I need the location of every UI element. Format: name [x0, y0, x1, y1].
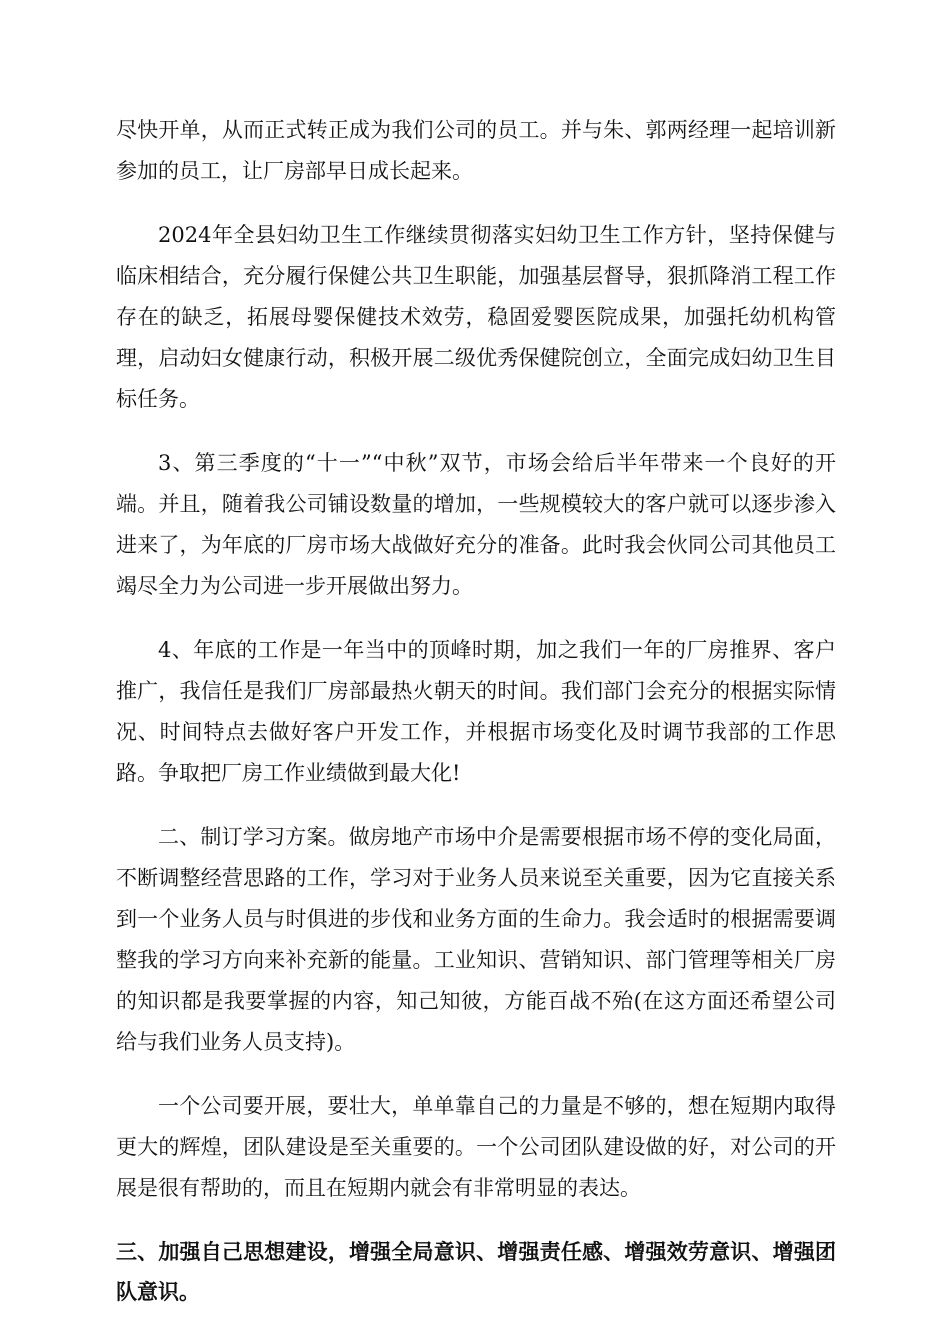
document-page — [116, 110, 836, 1335]
section-heading: 三、加强自己思想建设，增强全局意识、增强责任感、增强效劳意识、增强团队意识。 — [116, 1240, 836, 1304]
paragraph-2: 2024年全县妇幼卫生工作继续贯彻落实妇幼卫生工作方针，坚持保健与临床相结合，充分履行保健公共卫生职能，加强基层督导，狠抓降消工程工作存在的缺乏，拓展母婴保健技术效劳，稳固爱婴医院成果，加强托幼机构管理，启动妇女健康行动，积极开展二级优秀保健院创立，全面完成妇幼卫生目标任务。 — [116, 223, 836, 411]
paragraph-6: 一个公司要开展，要壮大，单单靠自己的力量是不够的，想在短期内取得更大的辉煌，团队建设是至关重要的。一个公司团队建设做的好，对公司的开展是很有帮助的，而且在短期内就会有非常明显的表达。 — [116, 1094, 836, 1200]
paragraph-3: 3、第三季度的“十一”“中秋”双节，市场会给后半年带来一个良好的开端。并且，随着我公司铺设数量的增加，一些规模较大的客户就可以逐步渗入进来了，为年底的厂房市场大战做好充分的准备。此时我会伙同公司其他员工竭尽全力为公司进一步开展做出努力。 — [116, 451, 836, 598]
paragraph-4: 4、年底的工作是一年当中的顶峰时期，加之我们一年的厂房推界、客户推广，我信任是我们厂房部最热火朝天的时间。我们部门会充分的根据实际情况、时间特点去做好客户开发工作，并根据市场变化及时调节我部的工作思路。争取把厂房工作业绩做到最大化! — [116, 638, 836, 785]
paragraph-5: 二、制订学习方案。做房地产市场中介是需要根据市场不停的变化局面，不断调整经营思路的工作，学习对于业务人员来说至关重要，因为它直接关系到一个业务人员与时俱进的步伐和业务方面的生命力。我会适时的根据需要调整我的学习方向来补充新的能量。工业知识、营销知识、部门管理等相关厂房的知识都是我要掌握的内容，知己知彼，方能百战不殆(在这方面还希望公司给与我们业务人员支持)。 — [116, 825, 836, 1054]
paragraph-1: 尽快开单，从而正式转正成为我们公司的员工。并与朱、郭两经理一起培训新参加的员工，让厂房部早日成长起来。 — [116, 118, 836, 183]
